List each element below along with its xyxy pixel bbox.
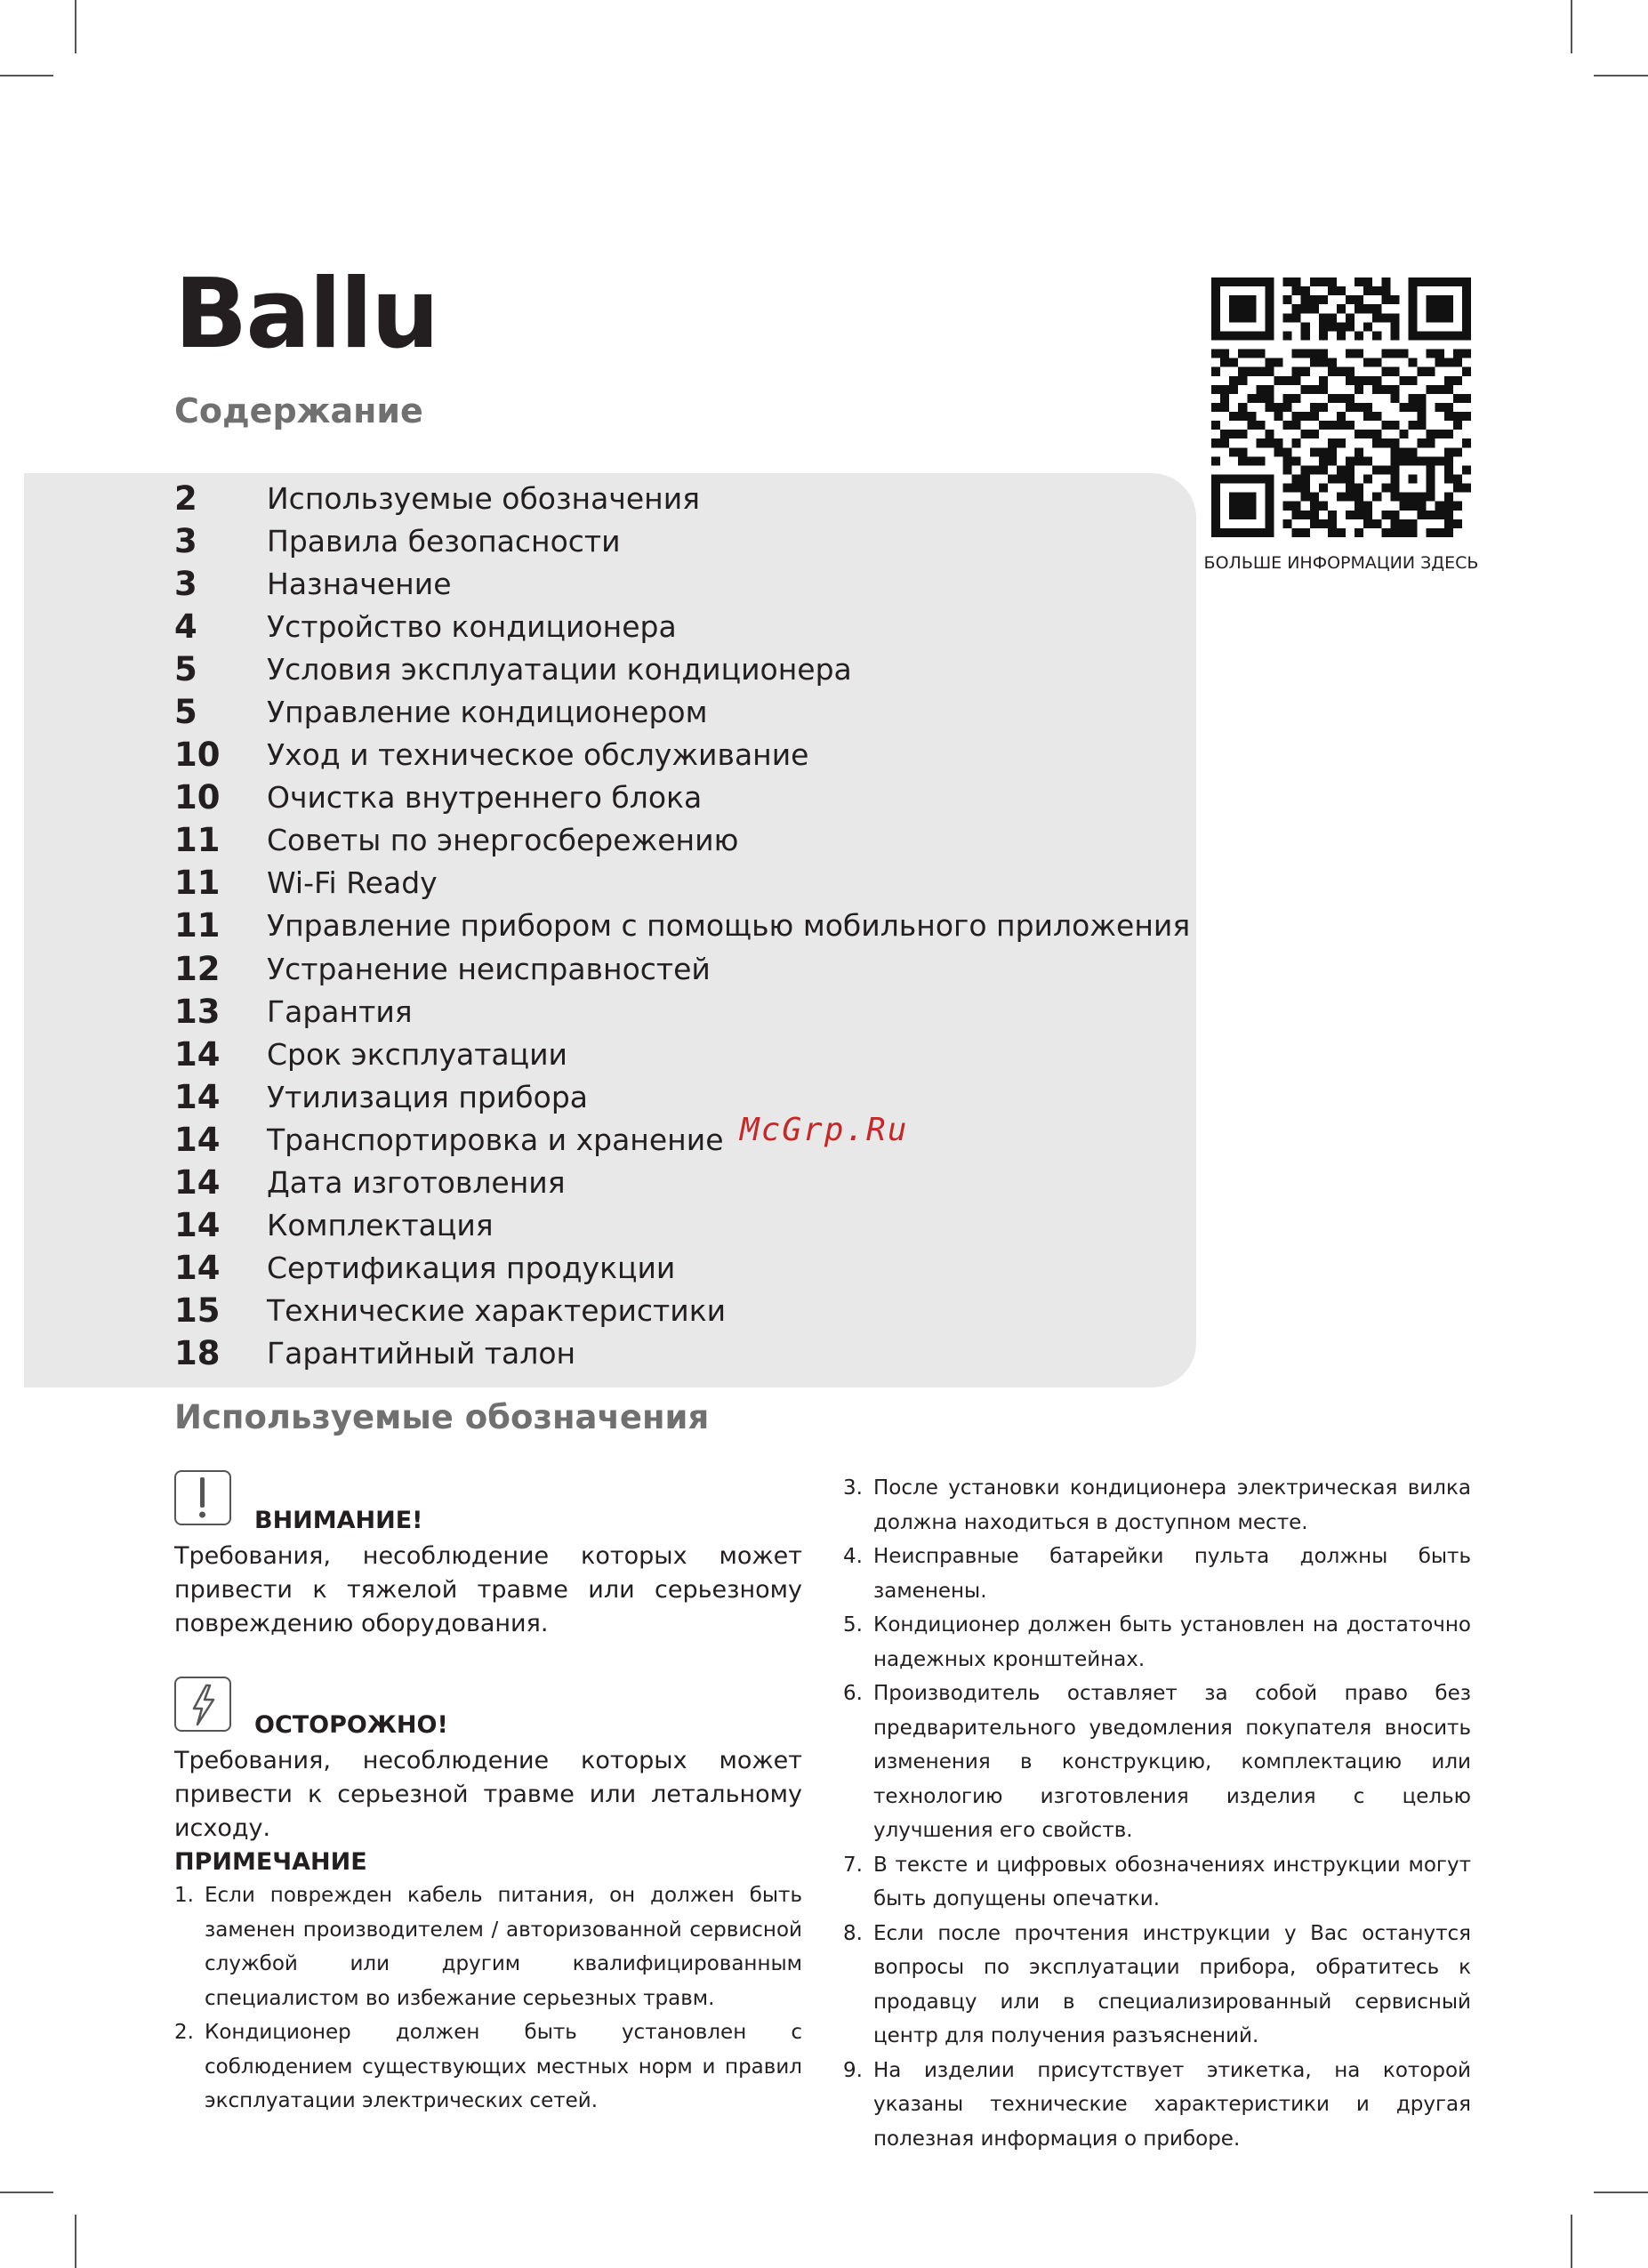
toc-page-number: 5 xyxy=(174,649,197,688)
toc-list xyxy=(174,477,1190,1375)
note-number: 4. xyxy=(843,1545,863,1568)
note-text: Кондиционер должен быть установлен с соблюдением существующих местных норм и правил эксплуатации электрических сетей. xyxy=(205,2021,802,2112)
toc-item-title: Сертификация продукции xyxy=(267,1251,676,1286)
list-item xyxy=(174,1878,802,2015)
note-text: Неисправные батарейки пульта должны быть заменены. xyxy=(873,1545,1471,1603)
crop-mark xyxy=(1571,0,1572,53)
note-number: 5. xyxy=(843,1613,863,1637)
toc-item[interactable] xyxy=(174,690,1190,733)
crop-mark xyxy=(1594,2192,1648,2193)
notes-list-right xyxy=(843,1471,1471,2156)
crop-mark xyxy=(0,2192,53,2193)
toc-item[interactable] xyxy=(174,1118,1190,1161)
toc-item-title: Управление кондиционером xyxy=(267,695,708,730)
toc-item[interactable] xyxy=(174,990,1190,1033)
toc-item-title: Утилизация прибора xyxy=(267,1079,589,1114)
lightning-icon xyxy=(174,1677,231,1732)
note-number: 3. xyxy=(843,1476,863,1500)
toc-item[interactable] xyxy=(174,477,1190,519)
crop-mark xyxy=(0,75,53,76)
toc-item[interactable] xyxy=(174,562,1190,605)
toc-item-title: Устройство кондиционера xyxy=(267,608,677,644)
toc-page-number: 14 xyxy=(174,1034,221,1074)
qr-caption: БОЛЬШЕ ИНФОРМАЦИИ ЗДЕСЬ xyxy=(1203,553,1479,573)
toc-item-title: Назначение xyxy=(267,566,452,601)
caution-label: ОСТОРОЖНО! xyxy=(254,1711,448,1739)
toc-item[interactable] xyxy=(174,519,1190,562)
toc-item-title: Гарантия xyxy=(267,993,413,1029)
list-item xyxy=(843,1471,1471,1540)
toc-item[interactable] xyxy=(174,1247,1190,1290)
toc-item[interactable] xyxy=(174,1204,1190,1247)
toc-page-number: 3 xyxy=(174,521,197,560)
toc-page-number: 15 xyxy=(174,1291,221,1331)
crop-mark xyxy=(1594,75,1648,76)
note-heading: ПРИМЕЧАНИЕ xyxy=(174,1848,367,1876)
list-item xyxy=(843,1608,1471,1677)
note-number: 8. xyxy=(843,1921,863,1945)
qr-code-icon[interactable] xyxy=(1211,277,1471,537)
note-text: Если после прочтения инструкции у Вас останутся вопросы по эксплуатации прибора, обратитесь к продавцу или в специализированный сервисный центр для получения разъяснений. xyxy=(873,1921,1471,2047)
note-number: 9. xyxy=(843,2058,863,2082)
toc-item[interactable] xyxy=(174,1332,1190,1375)
toc-page-number: 13 xyxy=(174,992,221,1031)
toc-page-number: 14 xyxy=(174,1163,221,1202)
notes-list-left xyxy=(174,1878,802,2119)
toc-page-number: 10 xyxy=(174,778,221,817)
toc-item[interactable] xyxy=(174,819,1190,862)
toc-item[interactable] xyxy=(174,1162,1190,1204)
list-item xyxy=(843,1677,1471,1848)
note-text: На изделии присутствует этикетка, на которой указаны технические характеристики и другая полезная информация о приборе. xyxy=(873,2058,1471,2151)
toc-page-number: 11 xyxy=(174,821,221,860)
exclamation-icon xyxy=(174,1470,231,1525)
watermark-link[interactable]: McGrp.Ru xyxy=(740,1112,909,1148)
list-item xyxy=(174,2015,802,2119)
toc-heading: Содержание xyxy=(174,391,423,430)
toc-item-title: Дата изготовления xyxy=(267,1165,566,1201)
note-text: Кондиционер должен быть установлен на достаточно надежных кронштейнах. xyxy=(873,1613,1471,1671)
list-item xyxy=(843,2054,1471,2157)
crop-mark xyxy=(1571,2215,1572,2268)
toc-item-title: Комплектация xyxy=(267,1208,494,1243)
brand-logo: Ballu xyxy=(174,259,438,370)
toc-page-number: 4 xyxy=(174,607,197,646)
toc-item-title: Советы по энергосбережению xyxy=(267,823,739,858)
list-item xyxy=(843,1917,1471,2054)
toc-item[interactable] xyxy=(174,862,1190,905)
toc-page-number: 10 xyxy=(174,736,221,775)
toc-item[interactable] xyxy=(174,1075,1190,1118)
toc-page-number: 3 xyxy=(174,564,197,603)
toc-item-title: Технические характеристики xyxy=(267,1293,727,1329)
toc-page-number: 12 xyxy=(174,949,221,988)
note-text: Производитель оставляет за собой право без предварительного уведомления покупателя вносить изменения в конструкцию, комплектацию или технологию изготовления изделия с целью улучшения его свойств. xyxy=(873,1682,1471,1842)
toc-item[interactable] xyxy=(174,647,1190,690)
note-text: Если поврежден кабель питания, он должен быть заменен производителем / авторизованной сервисной службой или другим квалифицированным специалистом во избежание серьезных травм. xyxy=(205,1884,802,2010)
toc-page-number: 14 xyxy=(174,1249,221,1288)
note-text: После установки кондиционера электрическая вилка должна находиться в доступном месте. xyxy=(873,1476,1471,1534)
toc-item[interactable] xyxy=(174,776,1190,819)
note-number: 7. xyxy=(843,1853,863,1877)
note-number: 2. xyxy=(174,2021,194,2044)
toc-item-title: Уход и техническое обслуживание xyxy=(267,737,809,773)
toc-page-number: 14 xyxy=(174,1077,221,1116)
toc-item-title: Очистка внутреннего блока xyxy=(267,780,703,816)
toc-item-title: Срок эксплуатации xyxy=(267,1036,568,1072)
toc-page-number: 14 xyxy=(174,1120,221,1159)
toc-item-title: Условия эксплуатации кондиционера xyxy=(267,651,852,687)
toc-item-title: Используемые обозначения xyxy=(267,480,701,516)
note-text: В тексте и цифровых обозначениях инструкции могут быть допущены опечатки. xyxy=(873,1853,1471,1910)
list-item xyxy=(843,1540,1471,1608)
toc-item-title: Правила безопасности xyxy=(267,523,621,559)
toc-item[interactable] xyxy=(174,905,1190,947)
toc-page-number: 2 xyxy=(174,479,197,518)
toc-item-title: Транспортировка и хранение xyxy=(267,1122,724,1157)
toc-item-title: Wi-Fi Ready xyxy=(267,865,438,901)
list-item xyxy=(843,1848,1471,1917)
toc-item-title: Устранение неисправностей xyxy=(267,951,711,986)
caution-text: Требования, несоблюдение которых может привести к серьезной травме или летальному исходу. xyxy=(174,1747,802,1842)
toc-item[interactable] xyxy=(174,1290,1190,1332)
toc-item[interactable] xyxy=(174,734,1190,776)
crop-mark xyxy=(75,0,76,53)
toc-item[interactable] xyxy=(174,1033,1190,1075)
toc-item-title: Управление прибором с помощью мобильного приложения xyxy=(267,908,1191,944)
toc-page-number: 18 xyxy=(174,1334,221,1373)
note-number: 1. xyxy=(174,1884,194,1907)
attention-label: ВНИМАНИЕ! xyxy=(254,1507,423,1534)
crop-mark xyxy=(75,2215,76,2268)
note-number: 6. xyxy=(843,1682,863,1705)
toc-page-number: 5 xyxy=(174,693,197,732)
toc-item-title: Гарантийный талон xyxy=(267,1336,576,1371)
toc-item[interactable] xyxy=(174,947,1190,990)
section-title: Используемые обозначения xyxy=(174,1398,710,1436)
toc-page-number: 11 xyxy=(174,864,221,903)
toc-item[interactable] xyxy=(174,605,1190,647)
attention-text: Требования, несоблюдение которых может привести к тяжелой травме или серьезному повреждению оборудования. xyxy=(174,1542,802,1637)
toc-page-number: 11 xyxy=(174,906,221,945)
toc-page-number: 14 xyxy=(174,1206,221,1245)
